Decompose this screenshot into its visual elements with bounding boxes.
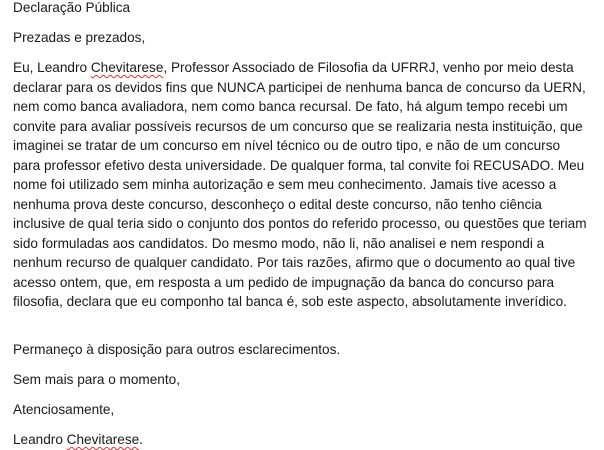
availability-line: Permaneço à disposição para outros esclarecimentos. (13, 342, 341, 357)
document-title: Declaração Pública (13, 0, 131, 15)
regards-line: Atenciosamente, (13, 402, 115, 417)
signature (13, 430, 143, 450)
body-intro: Eu, Leandro (13, 60, 91, 75)
signature-surname: Chevitarese (66, 432, 140, 447)
declaration-body (13, 58, 591, 312)
signature-first-name: Leandro (13, 432, 67, 447)
misspelled-surname: Chevitarese (90, 60, 164, 75)
signature-end: . (139, 432, 143, 447)
salutation: Prezadas e prezados, (13, 30, 146, 45)
closing-line: Sem mais para o momento, (13, 372, 180, 387)
body-main-text: , Professor Associado de Filosofia da UFRRJ, venho por meio desta declarar para os devidos fins que NUNCA participei de nenhuma banca de concurso da UERN, nem como banca avaliadora, nem como banca recursal. De fato, há algum tempo recebi um convite para avaliar possíveis recursos de um concurso que se realizaria nesta instituição, que imaginei se tratar de um concurso em nível técnico ou de outro tipo, e não de um concurso para professor efetivo desta universidade. De qualquer forma, tal convite foi RECUSADO. Meu nome foi utilizado sem minha autorização e sem meu conhecimento. Jamais tive acesso a nenhuma prova deste concurso, desconheço o edital deste concurso, não tenho ciência inclusive de qual teria sido o conjunto dos pontos do referido processo, ou questões que teriam sido formuladas aos candidatos. Do mesmo modo, não li, não analisei e nem respondi a nenhum recurso de qualquer candidato. Por tais razões, afirmo que o documento ao qual tive acesso ontem, que, em resposta a um pedido de impugnação da banca do concurso para filosofia, declara que eu componho tal banca é, sob este aspecto, absolutamente inverídico. (13, 60, 587, 309)
